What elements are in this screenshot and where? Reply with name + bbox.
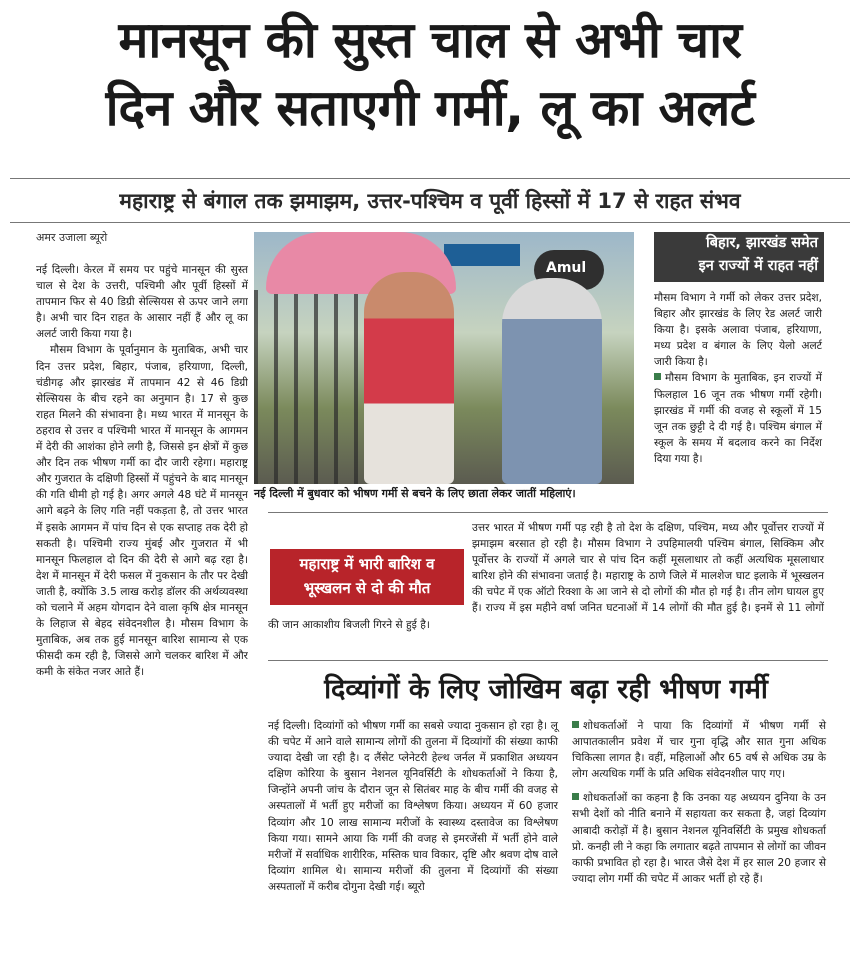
article-paragraph: मौसम विभाग के पूर्वानुमान के मुताबिक, अभी चार दिन उत्तर प्रदेश, बिहार, पंजाब, हरियाणा, दिल्ली, चंडीगढ़ और झारखंड में तापमान 42 से 46 डिग्री सेल्सियस के बीच रहने का अनुमान है। 17 से कुछ राहत मिलने की संभावना है। मध्य भारत में मानसून के ठहराव से उत्तर व पश्चिमी भारत में मानसून के आगमन में देरी की आशंका होने लगी है, जिससे इन क्षेत्रों में कुछ और दिन तक भीषण गर्मी का दौर जारी रहेगा। महाराष्ट्र और गुजरात के दक्षिणी हिस्सों में पहुंचने के बाद मानसून की गति धीमी हो गई है। अगर अगले 48 घंटे में मानसून आगे बढ़ने के लिए गति नहीं पकड़ता है, तो उत्तर भारत में इसके आगमन में पांच दिन से एक सप्ताह तक देरी हो सकती है। पश्चिमी राज्य मुंबई और गुजरात में भी मानसून फिलहाल दो दिन की देरी से आगे बढ़ रहा है। देश में मानसून में देरी फसल में नुकसान के तौर पर देखी जाती है, क्योंकि 3.5 लाख करोड़ डॉलर की अर्थव्यवस्था को चलाने में अहम योगदान देने वाला कृषि क्षेत्र मानसून के लिहाज से बेहद संवेदनशील है। मौसम विभाग के मुताबिक, अब तक हुई मानसून बारिश सामान्य से एक फीसदी कम रही है, जिससे आगे चलकर बारिश में और कमी के संकेत नजर आते हैं।: [36, 344, 248, 679]
main-headline: [10, 6, 850, 142]
photo-caption: नई दिल्ली में बुधवार को भीषण गर्मी से बचने के लिए छाता लेकर जातीं महिलाएं।: [254, 487, 576, 500]
sidebar-paragraph: मौसम विभाग ने गर्मी को लेकर उत्तर प्रदेश, बिहार और झारखंड के लिए रेड अलर्ट जारी किया है। इसके अलावा पंजाब, हरियाणा, मध्य प्रदेश व बंगाल के लिए येलो अलर्ट जारी किया है।: [654, 292, 822, 369]
sidebar-text: [654, 290, 822, 467]
sidebar-title-line-1: बिहार, झारखंड समेत: [705, 235, 818, 251]
byline: अमर उजाला ब्यूरो: [36, 231, 108, 244]
news-photo: [254, 232, 634, 484]
headline-line-1: मानसून की सुस्त चाल से अभी चार: [118, 11, 742, 69]
red-box-line-1: महाराष्ट्र में भारी बारिश व: [299, 555, 435, 573]
photo-shop-sign-text: Amul: [546, 260, 587, 276]
bullet-icon: [654, 373, 661, 380]
divider: [10, 178, 850, 179]
sidebar-paragraph: मौसम विभाग के मुताबिक, इन राज्यों में फिलहाल 16 जून तक भीषण गर्मी रहेगी। झारखंड में गर्मी की वजह से स्कूलों में 15 जून तक छुट्टी दे दी गई है। पश्चिम बंगाल में स्कूल के समय में बदलाव करने का निर्देश दिया गया है।: [654, 372, 822, 465]
sidebar-title-box: [654, 232, 824, 282]
divyang-article-left: नई दिल्ली। दिव्यांगों को भीषण गर्मी का सबसे ज्यादा नुकसान हो रहा है। लू की चपेट में आने वाले सामान्य लोगों की तुलना में दिव्यांगों की संख्या काफी ज्यादा देखी जा रही है। द लैंसेट प्लेनेटरी हेल्थ जर्नल में प्रकाशित अध्ययन दक्षिण कोरिया के बुसान नेशनल यूनिवर्सिटी के शोधकर्ताओं ने किया है, जिन्होंने अपनी जांच के दौरान जून से सितंबर माह के बीच गर्मी की वजह से अस्पतालों में भर्ती हुए मरीजों का विश्लेषण किया। अध्ययन में 60 हजार दिव्यांग और 10 लाख सामान्य मरीजों के स्वास्थ्य दस्तावेज का विश्लेषण किया गया। सामने आया कि गर्मी की वजह से इमरजेंसी में भर्ती होने वाले मरीजों में सर्वाधिक शारीरिक, मस्तिक घाव विकार, दृष्टि और श्रवण दोष वाले दिव्यांग शामिल थे। सामान्य मरीजों की तुलना में दिव्यांगों की संख्या अस्पतालों में करीब दोगुना देखी गई। ब्यूरो: [268, 720, 558, 893]
divider: [268, 660, 828, 661]
bullet-icon: [572, 721, 579, 728]
red-box-line-2: भूस्खलन से दो की मौत: [303, 579, 431, 597]
photo-woman-with-umbrella: [364, 272, 454, 484]
divider: [10, 222, 850, 223]
sub-headline: महाराष्ट्र से बंगाल तक झमाझम, उत्तर-पश्चिम व पूर्वी हिस्सों में 17 से राहत संभव: [119, 189, 741, 213]
divyang-article-right: [572, 718, 826, 887]
article-paragraph: नई दिल्ली। केरल में समय पर पहुंचे मानसून की सुस्त चाल से देश के उत्तरी, पश्चिमी और पूर्वी हिस्सों में तापमान फिर से 40 डिग्री सेल्सियस से ऊपर जाने लगा है। अभी चार दिन राहत के आसार नहीं हैं और लू का अलर्ट जारी किया गया है।: [36, 264, 248, 341]
left-column-article: [36, 262, 248, 962]
maharashtra-text: उत्तर भारत में भीषण गर्मी पड़ रही है तो देश के दक्षिण, पश्चिम, मध्य और पूर्वोत्तर राज्यों में झमाझम बरसात हो रही है। मौसम विभाग ने उपहिमालयी पश्चिम बंगाल, सिक्किम और पूर्वोत्तर के राज्यों में अगले चार से पांच दिन कहीं मूसलाधार तो कहीं अत्यधिक मूसलाधार बारिश होने की संभावना जताई है। महाराष्ट्र के ठाणे जिले में मालशेज घाट इलाके में भूस्खलन की चपेट में एक ऑटो रिक्शा के आ जाने से दो लोगों की मौत हो गई है। तीन लोग घायल हुए हैं। राज्य में इस महीने वर्षा जनित घटनाओं में 14 लोगों की मौत हुई है। इनमें से 11 लोगों की जान आकाशीय बिजली गिरने से हुई है।: [268, 522, 824, 631]
photo-woman-covered: [502, 278, 602, 484]
sidebar-title-line-2: इन राज्यों में राहत नहीं: [698, 258, 818, 274]
divyang-headline: दिव्यांगों के लिए जोखिम बढ़ा रही भीषण गर्मी: [324, 674, 768, 705]
headline-line-2: दिन और सताएगी गर्मी, लू का अलर्ट: [105, 79, 755, 137]
divyang-paragraph: शोधकर्ताओं ने पाया कि दिव्यांगों में भीषण गर्मी से आपातकालीन प्रवेश में चार गुना वृद्धि और सात गुना अधिक चिकित्सा लागत है। वहीं, महिलाओं और 65 वर्ष से अधिक उम्र के लोग अत्यधिक गर्मी के प्रति अधिक संवेदनशील पाए गए।: [572, 720, 826, 781]
photo-road-sign: [444, 244, 520, 266]
divyang-paragraph: शोधकर्ताओं का कहना है कि उनका यह अध्ययन दुनिया के उन सभी देशों को नीति बनाने में सहायता कर सकता है, जहां दिव्यांग आबादी करोड़ों में है। बुसान नेशनल यूनिवर्सिटी के प्रमुख शोधकर्ता प्रो. कनही ली ने कहा कि लगातार बढ़ते तापमान से लोगों का जीवन काफी प्रभावित हो रहा है। भारत जैसे देश में हर साल 20 हजार से ज्यादा लोग गर्मी की चपेट में आकर भर्ती हो रहे हैं।: [572, 792, 826, 885]
bullet-icon: [572, 793, 579, 800]
divider: [268, 512, 828, 513]
maharashtra-red-box: [270, 549, 464, 605]
